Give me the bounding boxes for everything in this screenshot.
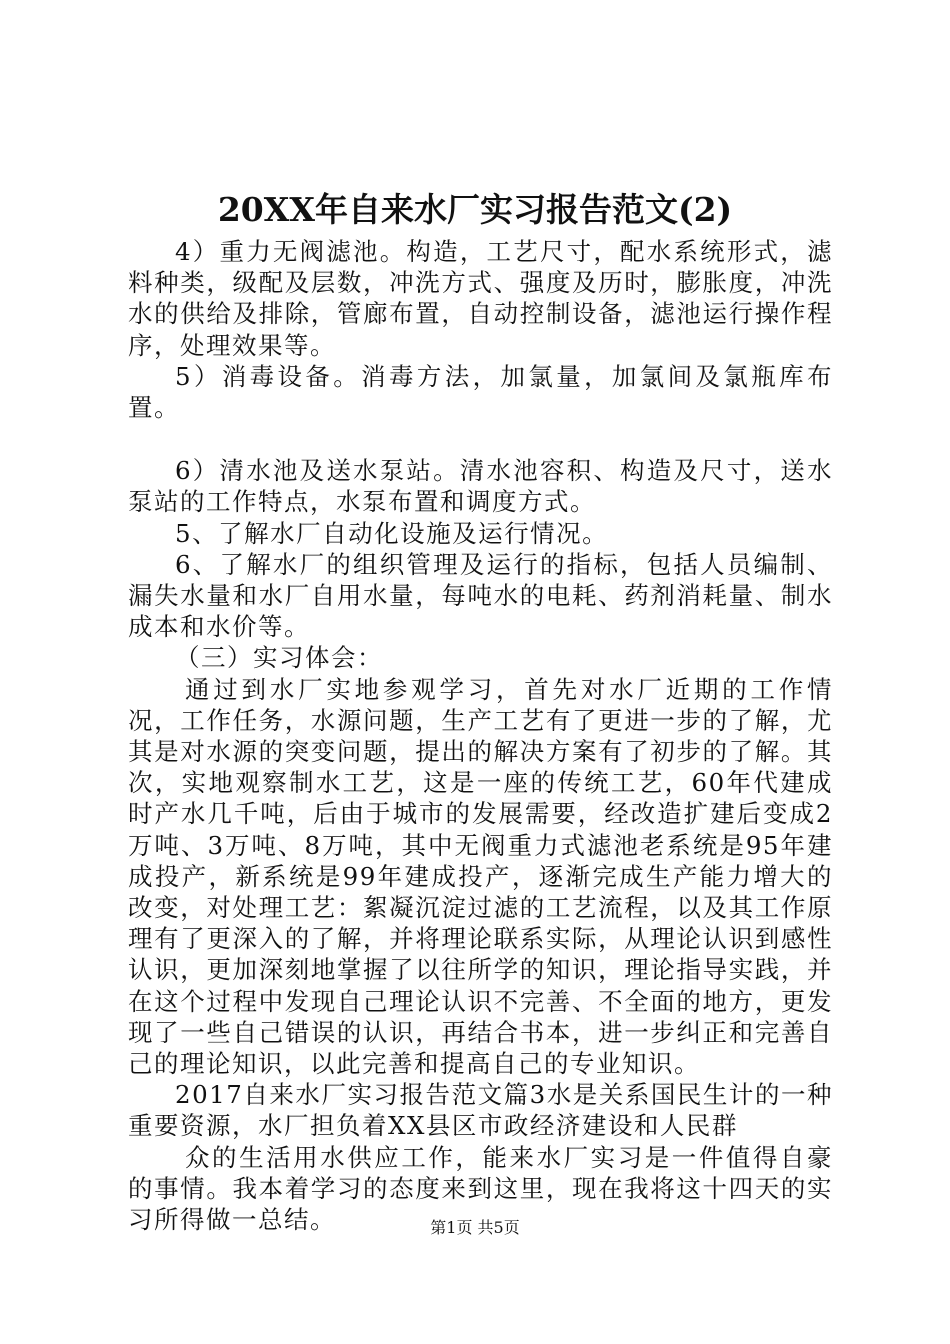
paragraph-experience: 通过到水厂实地参观学习，首先对水厂近期的工作情况，工作任务，水源问题，生产工艺有了更进一步的了解，尤其是对水源的突变问题，提出的解决方案有了初步的了解。其次，实地观察制水工艺，这是一座的传统工艺，60年代建成时产水几千吨，后由于城市的发展需要，经改造扩建后变成2万吨、3万吨、8万吨，其中无阀重力式滤池老系统是95年建成投产，新系统是99年建成投产，逐渐完成生产能力增大的改变，对处理工艺：絮凝沉淀过滤的工艺流程，以及其工作原理有了更深入的了解，并将理论联系实际，从理论认识到感性认识，更加深刻地掌握了以往所学的知识，理论指导实践，并在这个过程中发现自己理论认识不完善、不全面的地方，更发现了一些自己错误的认识，再结合书本，进一步纠正和完善自己的理论知识，以此完善和提高自己的专业知识。 (128, 674, 833, 1079)
paragraph-automation: 5、了解水厂自动化设施及运行情况。 (175, 518, 609, 548)
document-title: 20XX年自来水厂实习报告范文(2) (217, 190, 733, 229)
section-heading-experience: （三）实习体会： (175, 643, 383, 673)
paragraph-report-3-continued: 众的生活用水供应工作，能来水厂实习是一件值得自豪的事情。我本着学习的态度来到这里，现在我将这十四天的实习所得做一总结。 (128, 1142, 833, 1235)
paragraph-filter-pool: 4）重力无阀滤池。构造，工艺尺寸，配水系统形式，滤料种类，级配及层数，冲洗方式、强度及历时，膨胀度，冲洗水的供给及排除，管廊布置，自动控制设备，滤池运行操作程序，处理效果等。 (128, 237, 833, 360)
paragraph-disinfection: 5）消毒设备。消毒方法，加氯量，加氯间及氯瓶库布置。 (128, 361, 833, 423)
paragraph-management: 6、了解水厂的组织管理及运行的指标，包括人员编制、漏失水量和水厂自用水量，每吨水的电耗、药剂消耗量、制水成本和水价等。 (128, 549, 833, 642)
paragraph-clear-water-pool: 6）清水池及送水泵站。清水池容积、构造及尺寸，送水泵站的工作特点，水泵布置和调度方式。 (128, 456, 833, 517)
paragraph-report-3-intro: 2017自来水厂实习报告范文篇3水是关系国民生计的一种重要资源，水厂担负着XX县区市政经济建设和人民群 (128, 1080, 833, 1141)
page-number-footer: 第1页 共5页 (430, 1218, 520, 1237)
document-body (128, 236, 833, 1235)
